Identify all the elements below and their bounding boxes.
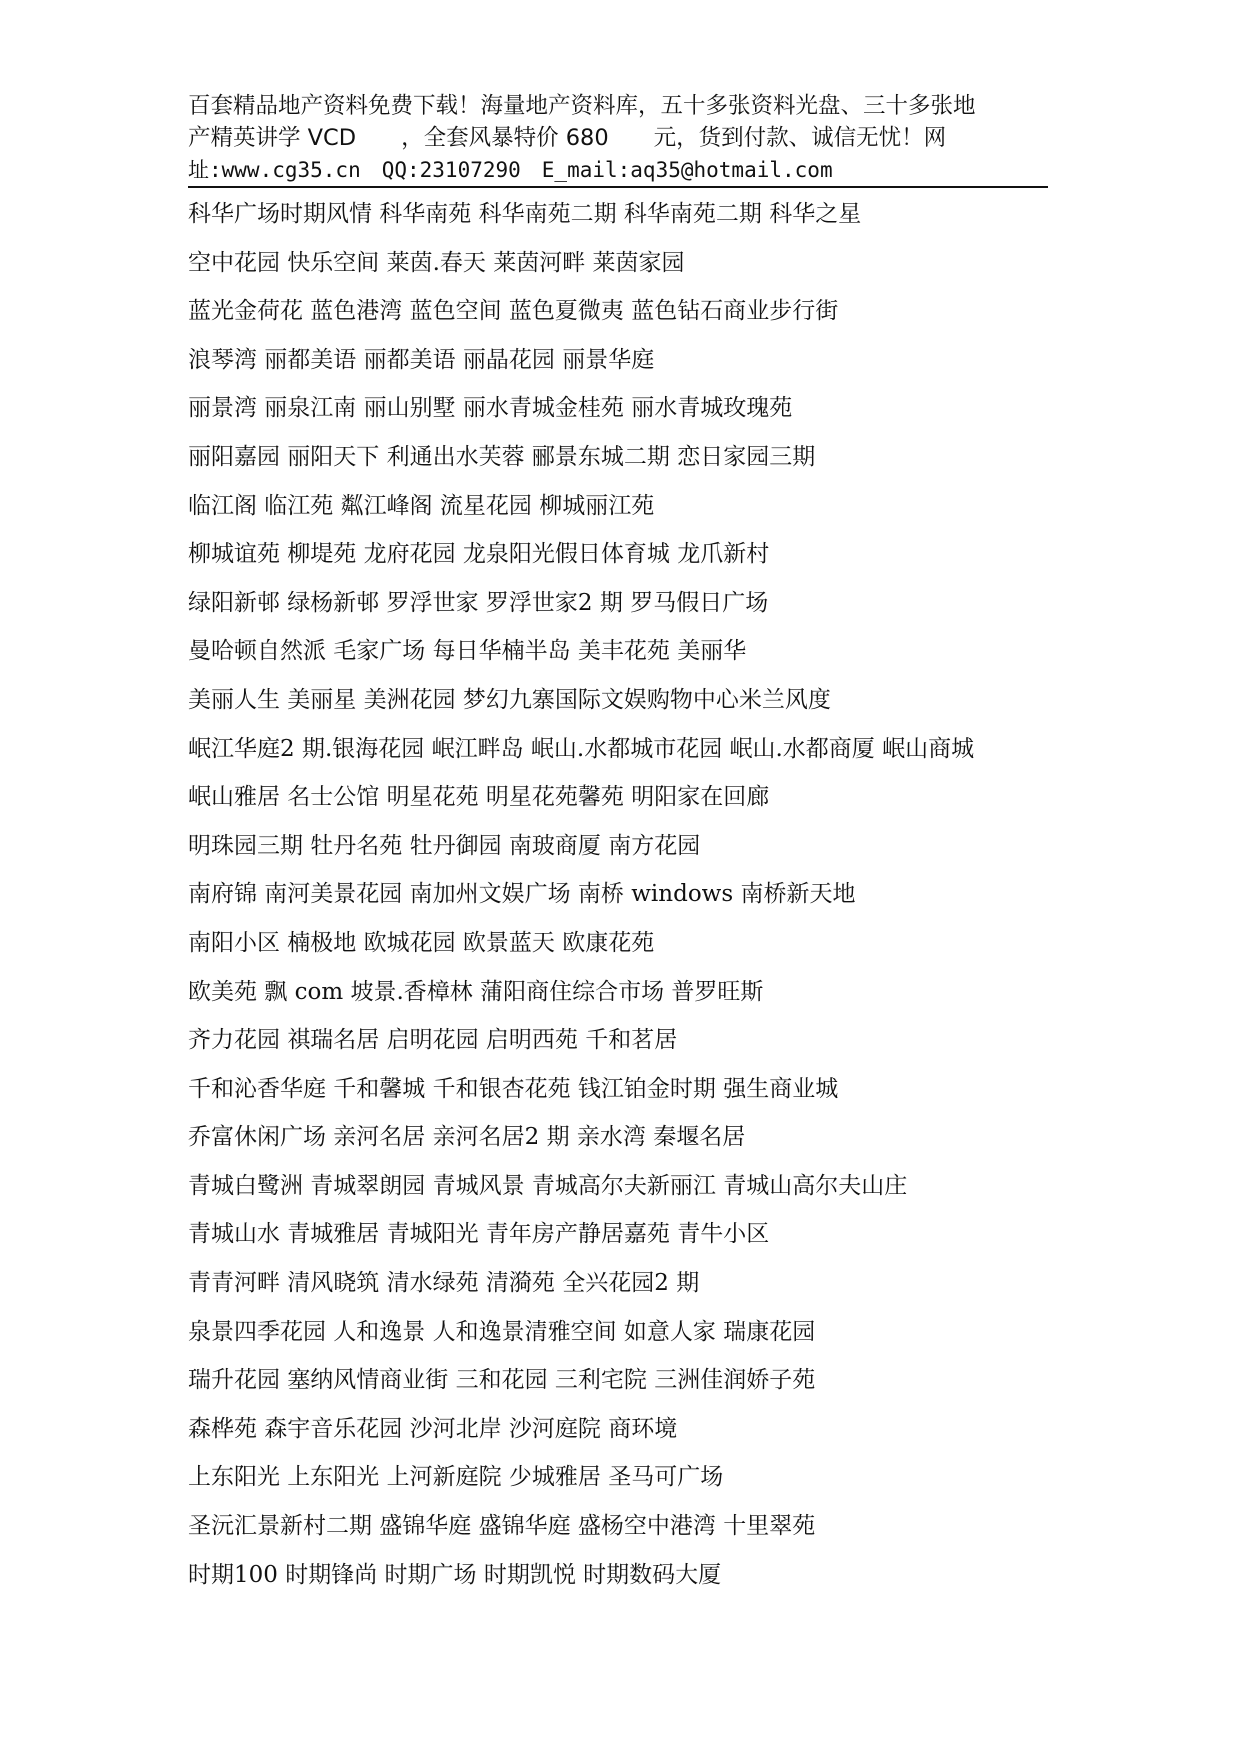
list-row: 青城白鹭洲 青城翠朗园 青城风景 青城高尔夫新丽江 青城山高尔夫山庄 (188, 1172, 908, 1199)
list-row: 空中花园 快乐空间 莱茵.春天 莱茵河畔 莱茵家园 (188, 249, 685, 276)
list-row: 浪琴湾 丽都美语 丽都美语 丽晶花园 丽景华庭 (188, 346, 655, 373)
list-row: 临江阁 临江苑 粼江峰阁 流星花园 柳城丽江苑 (188, 492, 655, 519)
list-row: 上东阳光 上东阳光 上河新庭院 少城雅居 圣马可广场 (188, 1464, 724, 1491)
list-row: 岷江华庭2 期.银海花园 岷江畔岛 岷山.水都城市花园 岷山.水都商厦 岷山商城 (188, 735, 975, 762)
list-row: 圣沅汇景新村二期 盛锦华庭 盛锦华庭 盛杨空中港湾 十里翠苑 (188, 1513, 816, 1540)
property-list (188, 194, 1088, 1603)
list-row: 丽阳嘉园 丽阳天下 利通出水芙蓉 郦景东城二期 恋日家园三期 (188, 443, 816, 470)
header-line-1: 百套精品地产资料免费下载！海量地产资料库，五十多张资料光盘、三十多张地 (188, 93, 976, 119)
list-row: 柳城谊苑 柳堤苑 龙府花园 龙泉阳光假日体育城 龙爪新村 (188, 541, 770, 568)
list-row: 曼哈顿自然派 毛家广场 每日华楠半岛 美丰花苑 美丽华 (188, 638, 747, 665)
list-row: 齐力花园 祺瑞名居 启明花园 启明西苑 千和茗居 (188, 1027, 678, 1054)
list-row: 青城山水 青城雅居 青城阳光 青年房产静居嘉苑 青牛小区 (188, 1221, 770, 1248)
list-row: 科华广场时期风情 科华南苑 科华南苑二期 科华南苑二期 科华之星 (188, 201, 862, 227)
list-row: 乔富休闲广场 亲河名居 亲河名居2 期 亲水湾 秦堰名居 (188, 1124, 746, 1151)
list-row: 森桦苑 森宇音乐花园 沙河北岸 沙河庭院 商环境 (188, 1415, 678, 1442)
list-row: 时期100 时期锋尚 时期广场 时期凯悦 时期数码大厦 (188, 1561, 722, 1588)
list-row: 泉景四季花园 人和逸景 人和逸景清雅空间 如意人家 瑞康花园 (188, 1318, 816, 1345)
list-row: 明珠园三期 牡丹名苑 牡丹御园 南玻商厦 南方花园 (188, 832, 701, 859)
list-row: 瑞升花园 塞纳风情商业街 三和花园 三利宅院 三洲佳润娇子苑 (188, 1367, 816, 1394)
list-row: 蓝光金荷花 蓝色港湾 蓝色空间 蓝色夏微夷 蓝色钻石商业步行街 (188, 298, 839, 325)
list-row: 青青河畔 清风晓筑 清水绿苑 清漪苑 全兴花园2 期 (188, 1270, 700, 1297)
list-row: 南府锦 南河美景花园 南加州文娱广场 南桥 windows 南桥新天地 (188, 881, 856, 908)
header-divider (188, 186, 1048, 188)
list-row: 岷山雅居 名士公馆 明星花苑 明星花苑馨苑 明阳家在回廊 (188, 784, 770, 811)
list-row: 丽景湾 丽泉江南 丽山别墅 丽水青城金桂苑 丽水青城玫瑰苑 (188, 395, 793, 422)
page-header (188, 90, 1048, 186)
list-row: 美丽人生 美丽星 美洲花园 梦幻九寨国际文娱购物中心米兰风度 (188, 686, 831, 713)
header-line-3: 址:www.cg35.cn QQ:23107290 E_mail:aq35@hotmail.com (188, 158, 833, 182)
list-row: 欧美苑 飘 com 坡景.香樟林 蒲阳商住综合市场 普罗旺斯 (188, 978, 764, 1005)
list-row: 南阳小区 楠极地 欧城花园 欧景蓝天 欧康花苑 (188, 929, 655, 956)
list-row: 绿阳新邨 绿杨新邨 罗浮世家 罗浮世家2 期 罗马假日广场 (188, 589, 769, 616)
header-line-2: 产精英讲学 VCD ，全套风暴特价 680 元，货到付款、诚信无忧！网 (188, 125, 947, 151)
list-row: 千和沁香华庭 千和馨城 千和银杏花苑 钱江铂金时期 强生商业城 (188, 1075, 839, 1102)
